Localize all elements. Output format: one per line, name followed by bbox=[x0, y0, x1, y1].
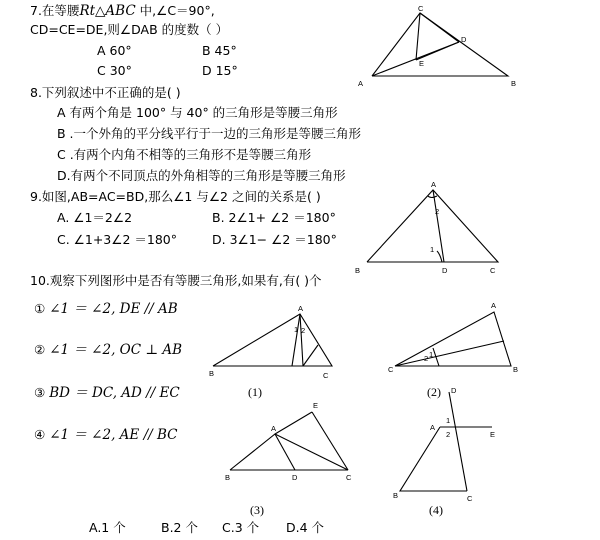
q7-option-c: C 30° bbox=[97, 63, 132, 78]
q10-answer-d: D.4 个 bbox=[286, 520, 325, 535]
q10-fig2-caption: (2) bbox=[427, 385, 441, 399]
q10-fig4-label-c: C bbox=[467, 494, 473, 503]
q10-condition-3-text: BD ＝ DC, AD // EC bbox=[49, 385, 180, 401]
q7-label-b: B bbox=[511, 79, 517, 88]
q10-fig2-label-c: C bbox=[388, 365, 394, 374]
q7-stem-line1: 7.在等腰Rt△ABC 中,∠C＝90°, bbox=[30, 3, 215, 19]
q10-fig2-angle-1: 1 bbox=[429, 350, 434, 359]
q7-label-e: E bbox=[419, 59, 425, 68]
q10-answer-c: C.3 个 bbox=[222, 520, 260, 535]
q10-fig3-label-d: D bbox=[292, 473, 298, 482]
q7-option-b: B 45° bbox=[202, 43, 237, 58]
q10-figure-1 bbox=[209, 304, 332, 399]
q9-label-c: C bbox=[490, 266, 496, 275]
q10-stem: 10.观察下列图形中是否有等腰三角形,如果有,有( )个 bbox=[30, 273, 322, 288]
q10-fig4-angle-1: 1 bbox=[446, 416, 451, 425]
q7-label-a: A bbox=[358, 79, 364, 88]
q10-fig4-label-e: E bbox=[490, 430, 496, 439]
q10-figure-2 bbox=[388, 301, 518, 399]
q10-condition-2-number: ② bbox=[34, 342, 46, 357]
q10-fig1-angle-2: 2 bbox=[301, 326, 306, 335]
q10-answer-b: B.2 个 bbox=[161, 520, 198, 535]
q8-option-b: B .一个外角的平分线平行于一边的三角形是等腰三角形 bbox=[57, 126, 362, 141]
q9-option-d: D. 3∠1− ∠2 ＝180° bbox=[212, 232, 337, 247]
q10-fig3-label-b: B bbox=[225, 473, 231, 482]
q10-condition-1-number: ① bbox=[34, 301, 46, 316]
q9-label-b: B bbox=[355, 266, 361, 275]
q10-condition-4-number: ④ bbox=[34, 427, 46, 442]
q7-option-d: D 15° bbox=[202, 63, 238, 78]
q10-fig4-caption: (4) bbox=[429, 503, 443, 517]
q7-label-c: C bbox=[418, 4, 424, 13]
q10-fig3-label-a: A bbox=[271, 424, 277, 433]
q10-fig4-label-a: A bbox=[430, 423, 436, 432]
q10-condition-1-text: ∠1 ＝ ∠2, DE // AB bbox=[49, 301, 178, 317]
q8-stem: 8.下列叙述中不正确的是( ) bbox=[30, 85, 181, 100]
q9-option-b: B. 2∠1+ ∠2 ＝180° bbox=[212, 210, 336, 225]
q10-answer-a: A.1 个 bbox=[89, 520, 126, 535]
q10-fig1-angle-1: 1 bbox=[294, 325, 299, 334]
q10-fig1-label-b: B bbox=[209, 369, 215, 378]
q10-condition-3-number: ③ bbox=[34, 385, 46, 400]
q10-condition-2-text: ∠1 ＝ ∠2, OC ⊥ AB bbox=[49, 342, 183, 358]
q9-label-d: D bbox=[442, 266, 448, 275]
q10-fig4-angle-2: 2 bbox=[446, 430, 451, 439]
q8-option-d: D.有两个不同顶点的外角相等的三角形是等腰三角形 bbox=[57, 168, 346, 183]
q10-fig1-label-c: C bbox=[323, 371, 329, 380]
q9-angle-2: 2 bbox=[435, 207, 440, 216]
q10-fig2-label-a: A bbox=[491, 301, 497, 310]
q9-option-a: A. ∠1＝2∠2 bbox=[57, 210, 133, 225]
q8-option-a: A 有两个角是 100° 与 40° 的三角形是等腰三角形 bbox=[57, 105, 338, 120]
q10-fig2-angle-2: 2 bbox=[424, 354, 429, 363]
q10-figure-4 bbox=[393, 386, 495, 517]
q10-fig2-label-b: B bbox=[513, 365, 519, 374]
q8-option-c: C .有两个内角不相等的三角形不是等腰三角形 bbox=[57, 147, 312, 162]
q9-angle-1: 1 bbox=[430, 245, 435, 254]
q10-figure-3 bbox=[225, 401, 352, 517]
q10-fig3-label-e: E bbox=[313, 401, 319, 410]
q9-label-a: A bbox=[431, 180, 437, 189]
q9-option-c: C. ∠1+3∠2 ＝180° bbox=[57, 232, 178, 247]
q10-condition-4-text: ∠1 ＝ ∠2, AE // BC bbox=[49, 427, 178, 443]
q10-fig3-label-c: C bbox=[346, 473, 352, 482]
q10-fig4-label-d: D bbox=[451, 386, 457, 395]
q9-stem: 9.如图,AB=AC=BD,那么∠1 与∠2 之间的关系是( ) bbox=[30, 189, 321, 204]
q10-fig1-caption: (1) bbox=[248, 385, 262, 399]
q10-fig3-caption: (3) bbox=[250, 503, 264, 517]
q7-stem-line2: CD=CE=DE,则∠DAB 的度数（ ） bbox=[30, 22, 229, 37]
q10-fig4-label-b: B bbox=[393, 491, 399, 500]
q7-option-a: A 60° bbox=[97, 43, 132, 58]
q7-label-d: D bbox=[461, 35, 467, 44]
q10-fig1-label-a: A bbox=[298, 304, 304, 313]
